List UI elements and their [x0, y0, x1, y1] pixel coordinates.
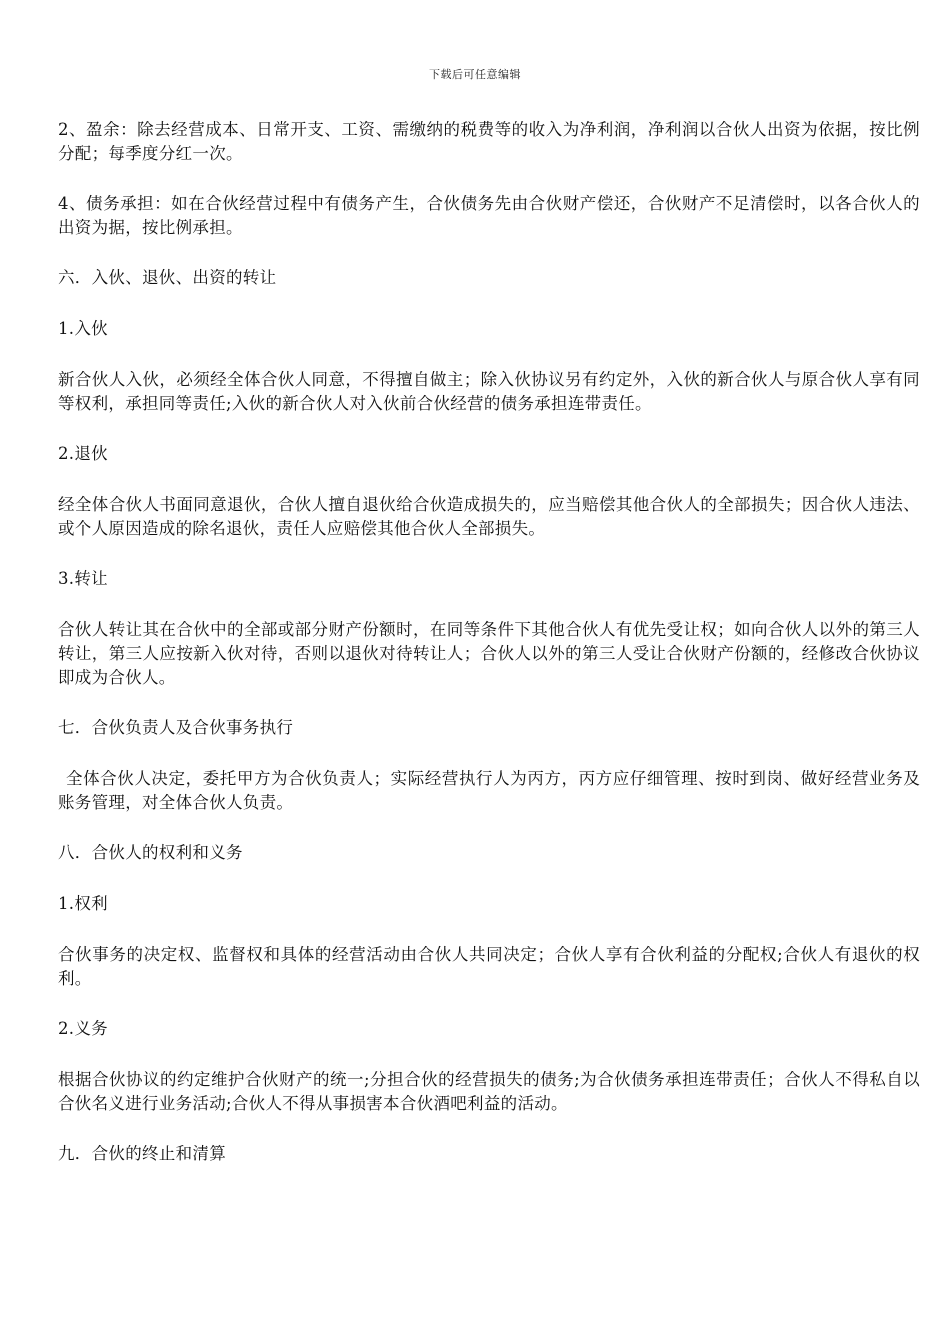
- document-body: [58, 118, 920, 1193]
- paragraph-withdraw: 经全体合伙人书面同意退伙，合伙人擅自退伙给合伙造成损失的，应当赔偿其他合伙人的全部损失；因合伙人违法、或个人原因造成的除名退伙，责任人应赔偿其他合伙人全部损失。: [58, 495, 920, 538]
- paragraph-surplus: 2、盈余：除去经营成本、日常开支、工资、需缴纳的税费等的收入为净利润，净利润以合伙人出资为依据，按比例分配；每季度分红一次。: [58, 120, 920, 163]
- paragraph-seven: 全体合伙人决定，委托甲方为合伙负责人；实际经营执行人为丙方，丙方应仔细管理、按时到岗、做好经营业务及账务管理，对全体合伙人负责。: [58, 769, 920, 812]
- paragraph-debt: 4、债务承担：如在合伙经营过程中有债务产生，合伙债务先由合伙财产偿还，合伙财产不足清偿时，以各合伙人的出资为据，按比例承担。: [58, 194, 920, 237]
- subheading-transfer: 3.转让: [58, 569, 108, 588]
- paragraph-join: 新合伙人入伙，必须经全体合伙人同意，不得擅自做主；除入伙协议另有约定外，入伙的新合伙人与原合伙人享有同等权利，承担同等责任;入伙的新合伙人对入伙前合伙经营的债务承担连带责任。: [58, 370, 920, 413]
- subheading-join: 1.入伙: [58, 319, 108, 338]
- paragraph-duties: 根据合伙协议的约定维护合伙财产的统一;分担合伙的经营损失的债务;为合伙债务承担连带责任；合伙人不得私自以合伙名义进行业务活动;合伙人不得从事损害本合伙酒吧利益的活动。: [58, 1070, 920, 1113]
- subheading-withdraw: 2.退伙: [58, 444, 108, 463]
- section-heading-six: 六．入伙、退伙、出资的转让: [58, 268, 277, 287]
- subheading-duties: 2.义务: [58, 1019, 108, 1038]
- subheading-rights: 1.权利: [58, 894, 108, 913]
- paragraph-transfer: 合伙人转让其在合伙中的全部或部分财产份额时，在同等条件下其他合伙人有优先受让权；如向合伙人以外的第三人转让，第三人应按新入伙对待，否则以退伙对待转让人；合伙人以外的第三人受让合伙财产份额的，经修改合伙协议即成为合伙人。: [58, 620, 920, 687]
- section-heading-nine: 九．合伙的终止和清算: [58, 1144, 226, 1163]
- section-heading-seven: 七．合伙负责人及合伙事务执行: [58, 718, 294, 737]
- page-header: 下载后可任意编辑: [429, 68, 521, 81]
- section-heading-eight: 八．合伙人的权利和义务: [58, 843, 243, 862]
- paragraph-rights: 合伙事务的决定权、监督权和具体的经营活动由合伙人共同决定；合伙人享有合伙利益的分配权;合伙人有退伙的权利。: [58, 945, 920, 988]
